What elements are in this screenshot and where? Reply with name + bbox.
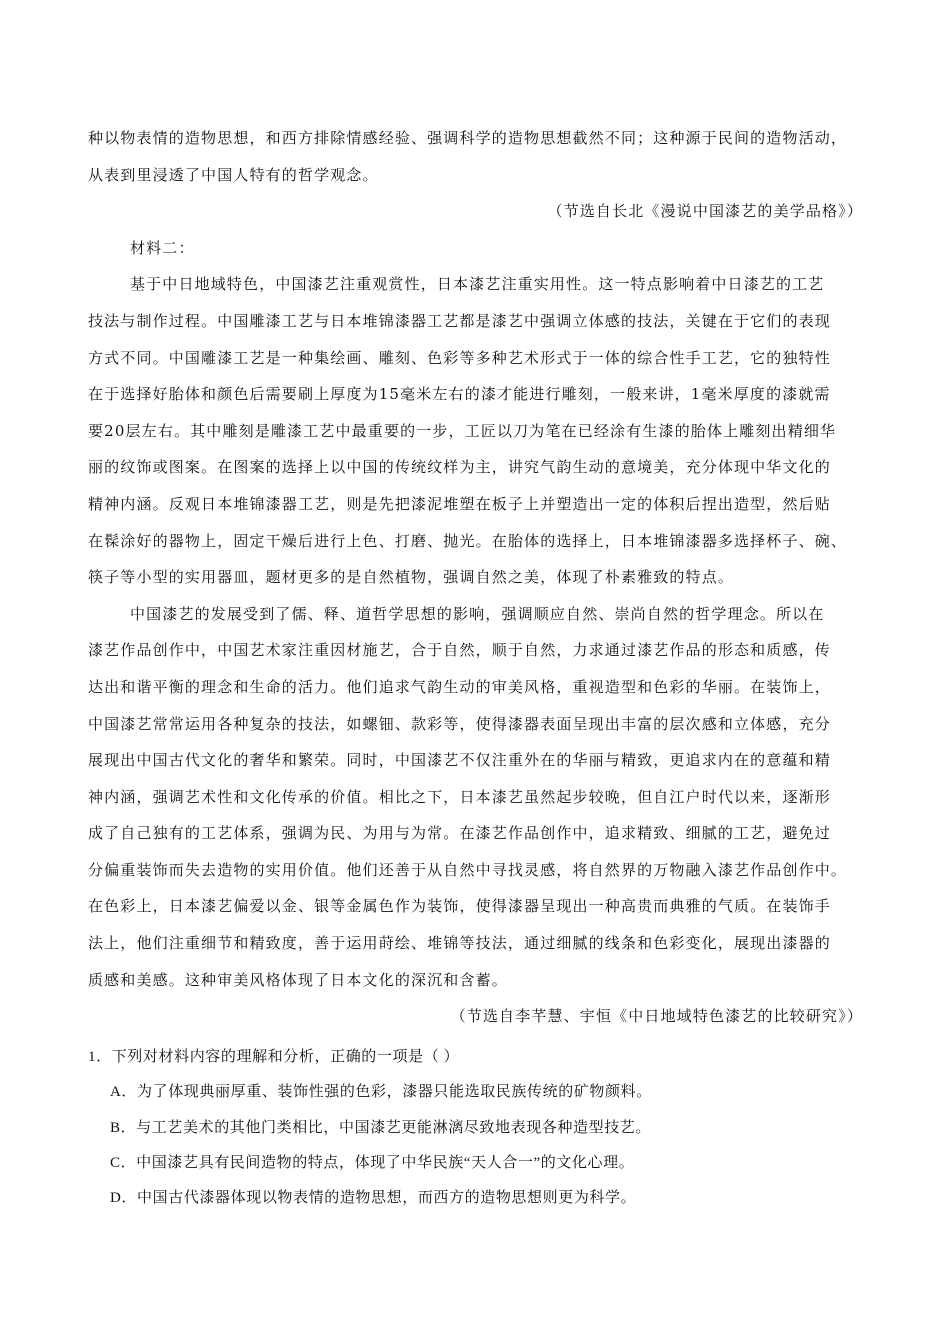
passage-line: 丽的纹饰或图案。在图案的选择上以中国的传统纹样为主，讲究气韵生动的意境美，充分体现中华文化的 (88, 458, 831, 477)
material-two-heading: 材料二： (130, 238, 195, 257)
passage-line: 在于选择好胎体和颜色后需要刷上厚度为15毫米左右的漆才能进行雕刻，一般来讲，1毫米厚度的漆就需 (88, 385, 831, 404)
passage-line: 基于中日地域特色，中国漆艺注重观赏性，日本漆艺注重实用性。这一特点影响着中日漆艺的工艺 (130, 275, 825, 294)
option-b[interactable]: B．与工艺美术的其他门类相比，中国漆艺更能淋漓尽致地表现各种造型技艺。 (110, 1119, 652, 1136)
passage-line: 精神内涵。反观日本堆锦漆器工艺，则是先把漆泥堆塑在板子上并塑造出一定的体积后捏出造型，然后贴 (88, 494, 831, 513)
passage-line: 质感和美感。这种审美风格体现了日本文化的深沉和含蓄。 (88, 970, 508, 989)
passage-line: 在髹涂好的器物上，固定干燥后进行上色、打磨、抛光。在胎体的选择上，日本堆锦漆器多选择杯子、碗、 (88, 531, 848, 550)
option-d[interactable]: D．中国古代漆器体现以物表情的造物思想，而西方的造物思想则更为科学。 (110, 1190, 637, 1207)
question-stem: 1．下列对材料内容的理解和分析，正确的一项是（ ） (88, 1049, 460, 1065)
option-a[interactable]: A．为了体现典丽厚重、装饰性强的色彩，漆器只能选取民族传统的矿物颜料。 (110, 1084, 652, 1101)
passage-line: 从表到里浸透了中国人特有的哲学观念。 (88, 165, 379, 184)
passage-line: 法上，他们注重细节和精致度，善于运用莳绘、堆锦等技法，通过细腻的线条和色彩变化，展现出漆器的 (88, 934, 831, 953)
passage-line: 神内涵，强调艺术性和文化传承的价值。相比之下，日本漆艺虽然起步较晚，但自江户时代以来，逐渐形 (88, 787, 831, 806)
passage-line: 方式不同。中国雕漆工艺是一种集绘画、雕刻、色彩等多种艺术形式于一体的综合性手工艺，它的独特性 (88, 348, 831, 367)
passage-line: 展现出中国古代文化的奢华和繁荣。同时，中国漆艺不仅注重外在的华丽与精致，更追求内在的意蕴和精 (88, 751, 831, 770)
passage-line: 中国漆艺常常运用各种复杂的技法，如螺钿、款彩等，使得漆器表面呈现出丰富的层次感和立体感，充分 (88, 714, 831, 733)
passage-line: 在色彩上，日本漆艺偏爱以金、银等金属色作为装饰，使得漆器呈现出一种高贵而典雅的气质。在装饰手 (88, 897, 831, 916)
source-citation-two: （节选自李芊慧、宇恒《中日地域特色漆艺的比较研究》） (450, 1007, 863, 1026)
passage-line: 分偏重装饰而失去造物的实用价值。他们还善于从自然中寻找灵感，将自然界的万物融入漆艺作品创作中。 (88, 860, 848, 879)
source-citation-one: （节选自长北《漫说中国漆艺的美学品格》） (547, 202, 863, 221)
passage-line: 技法与制作过程。中国雕漆工艺与日本堆锦漆器工艺都是漆艺中强调立体感的技法，关键在于它们的表现 (88, 311, 831, 330)
question-1 (88, 1040, 878, 1216)
passage-line: 种以物表情的造物思想，和西方排除情感经验、强调科学的造物思想截然不同；这种源于民间的造物活动， (88, 129, 848, 147)
passage-line: 达出和谐平衡的理念和生命的活力。他们追求气韵生动的审美风格，重视造型和色彩的华丽。在装饰上， (88, 677, 831, 696)
reading-passage (88, 120, 863, 1035)
passage-line: 筷子等小型的实用器皿，题材更多的是自然植物，强调自然之美，体现了朴素雅致的特点。 (88, 568, 735, 587)
option-c[interactable]: C．中国漆艺具有民间造物的特点，体现了中华民族“天人合一”的文化心理。 (110, 1154, 635, 1171)
passage-line: 漆艺作品创作中，中国艺术家注重因材施艺，合于自然，顺于自然，力求通过漆艺作品的形态和质感，传 (88, 641, 831, 660)
passage-line: 成了自己独有的工艺体系，强调为民、为用与为常。在漆艺作品创作中，追求精致、细腻的工艺，避免过 (88, 824, 831, 843)
passage-line: 中国漆艺的发展受到了儒、释、道哲学思想的影响，强调顺应自然、崇尚自然的哲学理念。所以在 (130, 604, 825, 623)
passage-line: 要20层左右。其中雕刻是雕漆工艺中最重要的一步，工匠以刀为笔在已经涂有生漆的胎体上雕刻出精细华 (88, 421, 837, 440)
